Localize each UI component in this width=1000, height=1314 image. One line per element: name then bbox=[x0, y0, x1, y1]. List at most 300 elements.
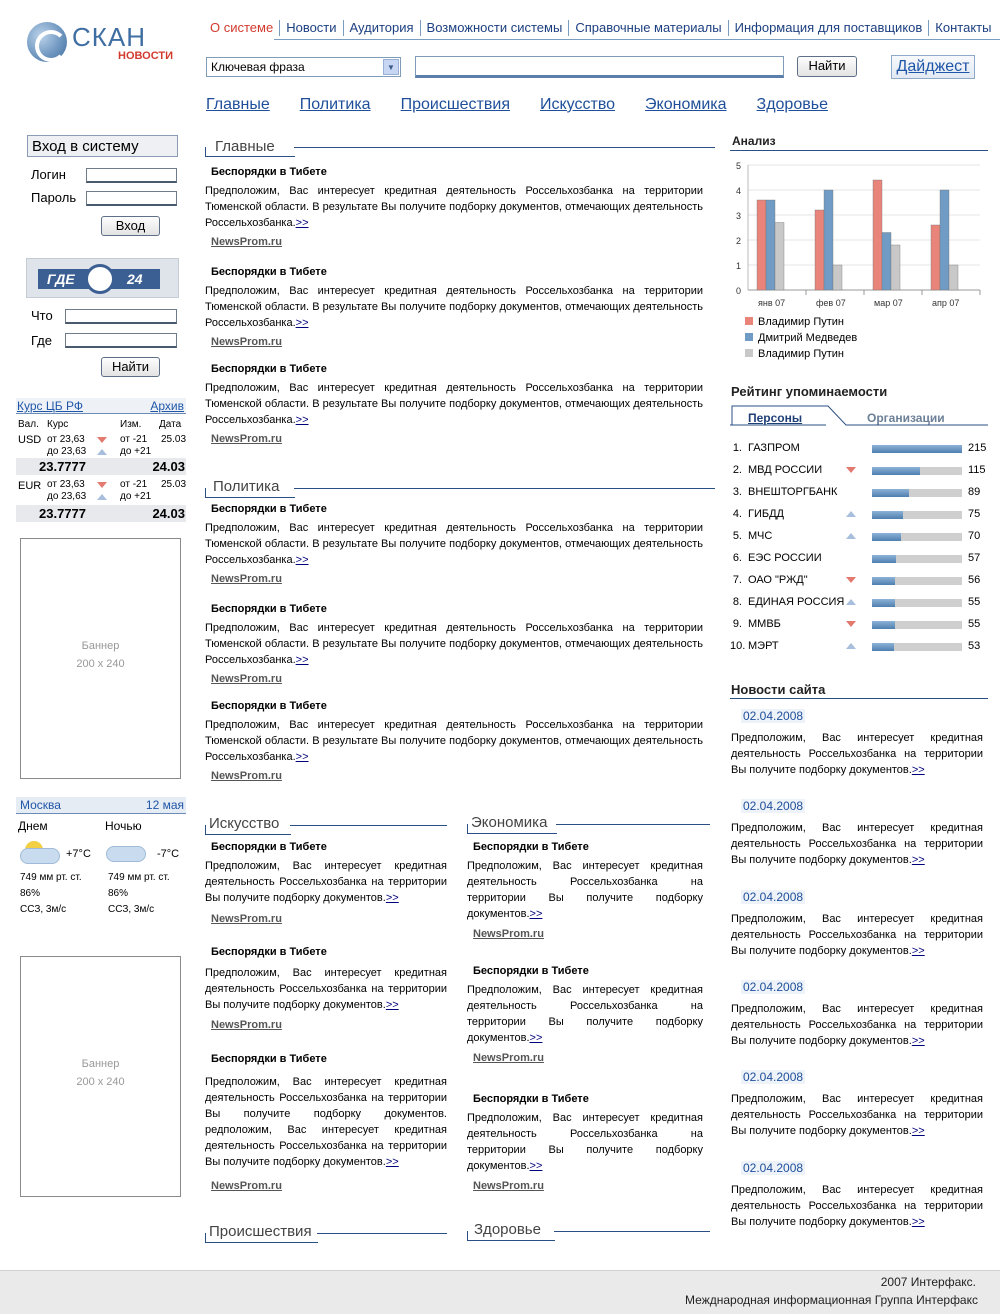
news-title[interactable]: Беспорядки в Тибете bbox=[211, 603, 327, 615]
weather-day-humidity: 86% bbox=[20, 888, 41, 899]
news-source[interactable]: NewsProm.ru bbox=[211, 1180, 282, 1192]
rate-eur-from: от 23,63 bbox=[47, 479, 85, 490]
section-title-art[interactable]: Искусство bbox=[209, 815, 280, 832]
news-text bbox=[205, 717, 703, 765]
gde24-text: ГДЕ bbox=[47, 271, 75, 287]
rating-bar-fill bbox=[872, 599, 895, 607]
news-text bbox=[467, 1110, 703, 1174]
news-text-body: Предположим, Вас интересует кредитная деятельность Россельхозбанка на территории Вы получите подборку документов. bbox=[205, 967, 447, 1011]
up-arrow-icon bbox=[97, 494, 107, 500]
news-title[interactable]: Беспорядки в Тибете bbox=[473, 965, 589, 977]
news-source[interactable]: NewsProm.ru bbox=[211, 336, 282, 348]
logo-icon[interactable] bbox=[27, 22, 67, 62]
rating-rank: 4. bbox=[732, 508, 742, 520]
login-label: Логин bbox=[31, 167, 66, 182]
down-arrow-icon bbox=[97, 437, 107, 443]
rating-value: 215 bbox=[968, 442, 987, 454]
top-nav-contacts[interactable]: Контакты bbox=[935, 20, 992, 35]
rating-bar-track bbox=[872, 643, 962, 651]
news-source[interactable]: NewsProm.ru bbox=[211, 913, 282, 925]
rating-bar-fill bbox=[872, 489, 909, 497]
rating-rank: 3. bbox=[732, 486, 742, 498]
rating-rank: 1. bbox=[732, 442, 742, 454]
section-line-health bbox=[554, 1231, 710, 1237]
news-source[interactable]: NewsProm.ru bbox=[473, 1052, 544, 1064]
what-label: Что bbox=[31, 308, 53, 323]
chart-y-tick: 5 bbox=[736, 161, 742, 171]
rating-row[interactable] bbox=[730, 486, 990, 500]
news-text bbox=[205, 183, 703, 231]
news-text bbox=[205, 1074, 447, 1170]
news-title[interactable]: Беспорядки в Тибете bbox=[473, 841, 589, 853]
site-news-date: 02.04.2008 bbox=[743, 890, 804, 904]
footer-copyright: 2007 Интерфакс. bbox=[880, 1275, 976, 1289]
info-icon bbox=[85, 264, 115, 294]
section-nav-health[interactable]: Здоровье bbox=[756, 96, 828, 113]
rating-name[interactable]: ЕЭС РОССИИ bbox=[748, 552, 822, 564]
rating-rank: 2. bbox=[732, 464, 742, 476]
rating-rank: 5. bbox=[732, 530, 742, 542]
rating-bar-fill bbox=[872, 467, 920, 475]
section-line-politics bbox=[294, 488, 715, 494]
more-link[interactable]: >> bbox=[911, 764, 925, 776]
chart-y-tick: 1 bbox=[736, 261, 742, 271]
news-text-body: Предположим, Вас интересует кредитная деятельность Россельхозбанка на территории Тюменской области. В результате Вы получите подборку документов, отмечающих деятельность Россельхозбанка. bbox=[205, 622, 703, 666]
weather-day-pressure: 749 мм рт. ст. bbox=[20, 872, 82, 883]
section-tab-health bbox=[467, 1231, 555, 1241]
chart-y-tick: 0 bbox=[736, 286, 742, 296]
rate-usd-from: от 23,63 bbox=[47, 434, 85, 445]
news-title[interactable]: Беспорядки в Тибете bbox=[211, 266, 327, 278]
chart-bar bbox=[882, 233, 891, 291]
rating-name[interactable]: МЧС bbox=[748, 530, 773, 542]
chart-bar bbox=[833, 265, 842, 290]
search-type-select[interactable] bbox=[206, 57, 401, 77]
up-arrow-icon bbox=[846, 511, 856, 517]
news-title[interactable]: Беспорядки в Тибете bbox=[211, 841, 327, 853]
analysis-divider bbox=[730, 150, 988, 151]
chart-x-tick: фев 07 bbox=[816, 298, 846, 308]
news-text-body: Предположим, Вас интересует кредитная деятельность Россельхозбанка на территории Тюменской области. В результате Вы получите подборку документов, отмечающих деятельность Россельхозбанка. bbox=[205, 285, 703, 329]
analysis-chart-svg bbox=[730, 160, 990, 320]
site-news-divider bbox=[730, 698, 988, 699]
rating-name[interactable]: МЭРТ bbox=[748, 640, 779, 652]
rating-rank: 9. bbox=[732, 618, 742, 630]
rating-row[interactable] bbox=[730, 464, 990, 478]
section-line-incidents bbox=[317, 1233, 447, 1239]
more-link[interactable]: >> bbox=[911, 854, 925, 866]
search-input[interactable] bbox=[415, 56, 784, 78]
rate-eur-ch-down: от -21 bbox=[120, 479, 148, 490]
rating-name[interactable]: ВНЕШТОРГБАНК bbox=[748, 486, 838, 498]
news-text-body: Предположим, Вас интересует кредитная деятельность Россельхозбанка на территории Вы получите подборку документов. bbox=[205, 860, 447, 904]
news-source[interactable]: NewsProm.ru bbox=[211, 573, 282, 585]
rate-eur-value: 23.7777 bbox=[39, 506, 86, 521]
legend-swatch bbox=[745, 349, 753, 357]
site-news-text-body: Предположим, Вас интересует кредитная деятельность Россельхозбанка на территории Вы получите подборку документов. bbox=[731, 1003, 983, 1047]
chart-bar bbox=[931, 225, 940, 290]
legend-item bbox=[745, 348, 844, 360]
section-line-art bbox=[290, 825, 447, 831]
news-text bbox=[205, 620, 703, 668]
section-nav-art[interactable]: Искусство bbox=[539, 96, 616, 113]
legend-label: Владимир Путин bbox=[758, 348, 844, 360]
rate-usd-currency: USD bbox=[18, 434, 42, 446]
weather-night-humidity: 86% bbox=[108, 888, 129, 899]
more-link[interactable]: >> bbox=[295, 414, 309, 426]
rating-bar-fill bbox=[872, 555, 896, 563]
section-nav-economy[interactable]: Экономика bbox=[645, 96, 727, 113]
site-news-text bbox=[731, 1091, 983, 1139]
cloud-icon bbox=[20, 848, 60, 864]
rates-col-date: Дата bbox=[159, 419, 182, 430]
rates-col-change: Изм. bbox=[120, 419, 142, 430]
news-title[interactable]: Беспорядки в Тибете bbox=[211, 1053, 327, 1065]
section-title-main[interactable]: Главные bbox=[215, 138, 275, 155]
section-nav-politics[interactable]: Политика bbox=[299, 96, 371, 113]
rates-col-rate: Курс bbox=[47, 419, 69, 430]
section-tab-incidents bbox=[205, 1233, 318, 1243]
news-source[interactable]: NewsProm.ru bbox=[211, 673, 282, 685]
rating-bar-fill bbox=[872, 621, 895, 629]
site-news-text-body: Предположим, Вас интересует кредитная деятельность Россельхозбанка на территории Вы получите подборку документов. bbox=[731, 913, 983, 957]
section-title-politics[interactable]: Политика bbox=[213, 478, 280, 495]
chart-bar bbox=[775, 223, 784, 291]
news-text-body: Предположим, Вас интересует кредитная деятельность Россельхозбанка на территории Вы получите подборку документов. bbox=[467, 1112, 703, 1172]
section-tab-main bbox=[205, 147, 295, 157]
top-nav-features[interactable]: Возможности системы bbox=[421, 20, 570, 36]
tab-organizations[interactable]: Организации bbox=[867, 411, 945, 425]
rating-bar-fill bbox=[872, 533, 901, 541]
rating-value: 115 bbox=[968, 464, 986, 476]
more-link[interactable]: >> bbox=[385, 892, 399, 904]
banner-bottom[interactable] bbox=[20, 956, 181, 1197]
gde24-logo[interactable] bbox=[26, 258, 179, 298]
site-news-text-body: Предположим, Вас интересует кредитная деятельность Россельхозбанка на территории Вы получите подборку документов. bbox=[731, 822, 983, 866]
legend-item bbox=[745, 316, 844, 328]
more-link[interactable]: >> bbox=[911, 1035, 925, 1047]
logo-subtitle: НОВОСТИ bbox=[118, 50, 174, 62]
rating-bar-fill bbox=[872, 643, 894, 651]
rating-bar-track bbox=[872, 599, 962, 607]
gde-search-button[interactable]: Найти bbox=[101, 357, 160, 377]
weather-day-temp: +7°C bbox=[66, 848, 91, 860]
what-input[interactable] bbox=[65, 309, 177, 324]
rate-usd-ch-down: от -21 bbox=[120, 434, 148, 445]
news-source[interactable]: NewsProm.ru bbox=[211, 770, 282, 782]
news-text-body: Предположим, Вас интересует кредитная деятельность Россельхозбанка на территории Тюменской области. В результате Вы получите подборку документов, отмечающих деятельность Россельхозбанка. bbox=[205, 185, 703, 229]
rating-value: 89 bbox=[968, 486, 981, 498]
rating-bar-fill bbox=[872, 577, 895, 585]
chart-bar bbox=[766, 200, 775, 290]
rating-row[interactable] bbox=[730, 618, 990, 632]
rate-eur-date: 25.03 bbox=[161, 479, 187, 490]
top-nav-about[interactable]: О системе bbox=[204, 20, 280, 36]
banner-size: 200 x 240 bbox=[76, 658, 125, 670]
rating-name[interactable]: ММВБ bbox=[748, 618, 781, 630]
news-text-body: Предположим, Вас интересует кредитная деятельность Россельхозбанка на территории Тюменской области. В результате Вы получите подборку документов, отмечающих деятельность Россельхозбанка. bbox=[205, 382, 703, 426]
news-text-body: Предположим, Вас интересует кредитная деятельность Россельхозбанка на территории Вы получите подборку документов. bbox=[467, 860, 703, 920]
legend-label: Дмитрий Медведев bbox=[758, 332, 858, 344]
more-link[interactable]: >> bbox=[295, 654, 309, 666]
chart-bar bbox=[815, 210, 824, 290]
top-nav-divider bbox=[274, 39, 1000, 40]
site-news-text bbox=[731, 820, 983, 868]
chart-y-tick: 2 bbox=[736, 236, 742, 246]
rating-bar-track bbox=[872, 555, 962, 563]
top-nav-suppliers[interactable]: Информация для поставщиков bbox=[729, 20, 930, 36]
news-text bbox=[205, 520, 703, 568]
rating-row[interactable] bbox=[730, 552, 990, 566]
rating-row[interactable] bbox=[730, 530, 990, 544]
password-input[interactable] bbox=[86, 191, 177, 206]
section-line-economy bbox=[556, 824, 710, 830]
site-news-date: 02.04.2008 bbox=[743, 709, 804, 723]
rate-eur-summary bbox=[16, 505, 186, 522]
weather-header bbox=[16, 797, 186, 814]
news-text bbox=[205, 283, 703, 331]
rating-rank: 10. bbox=[730, 640, 746, 652]
legend-swatch bbox=[745, 317, 753, 325]
rating-row[interactable] bbox=[730, 574, 990, 588]
news-title[interactable]: Беспорядки в Тибете bbox=[211, 363, 327, 375]
section-tab-politics bbox=[205, 488, 295, 498]
rating-bar-track bbox=[872, 511, 962, 519]
up-arrow-icon bbox=[97, 449, 107, 455]
digest-button[interactable]: Дайджест bbox=[891, 55, 975, 79]
up-arrow-icon bbox=[846, 599, 856, 605]
news-text-body: Предположим, Вас интересует кредитная деятельность Россельхозбанка на территории Вы получите подборку документов. редположим, Вас интересует кредитная деятельность Россельхозбанка на территории Вы получите подборку документов. bbox=[205, 1076, 447, 1168]
chart-y-tick: 4 bbox=[736, 186, 742, 196]
section-title-incidents[interactable]: Происшествия bbox=[209, 1223, 312, 1240]
more-link[interactable]: >> bbox=[911, 1125, 925, 1137]
login-input[interactable] bbox=[86, 168, 177, 183]
more-link[interactable]: >> bbox=[529, 1032, 543, 1044]
news-source[interactable]: NewsProm.ru bbox=[473, 1180, 544, 1192]
rating-row[interactable] bbox=[730, 640, 990, 654]
banner-top[interactable] bbox=[20, 538, 181, 779]
rating-row[interactable] bbox=[730, 442, 990, 456]
news-text-body: Предположим, Вас интересует кредитная деятельность Россельхозбанка на территории Тюменской области. В результате Вы получите подборку документов, отмечающих деятельность Россельхозбанка. bbox=[205, 522, 703, 566]
more-link[interactable]: >> bbox=[911, 945, 925, 957]
section-title-economy[interactable]: Экономика bbox=[471, 814, 548, 831]
news-text bbox=[467, 982, 703, 1046]
news-title[interactable]: Беспорядки в Тибете bbox=[473, 1093, 589, 1105]
chart-x-tick: апр 07 bbox=[932, 298, 960, 308]
site-news-title: Новости сайта bbox=[731, 682, 826, 697]
news-source[interactable]: NewsProm.ru bbox=[211, 433, 282, 445]
legend-label: Владимир Путин bbox=[758, 316, 844, 328]
chart-bar bbox=[757, 200, 766, 290]
weather-night-pressure: 749 мм рт. ст. bbox=[108, 872, 170, 883]
rates-header bbox=[16, 398, 186, 414]
site-news-text bbox=[731, 1001, 983, 1049]
site-news-text-body: Предположим, Вас интересует кредитная деятельность Россельхозбанка на территории Вы получите подборку документов. bbox=[731, 1093, 983, 1137]
news-source[interactable]: NewsProm.ru bbox=[211, 236, 282, 248]
site-news-date: 02.04.2008 bbox=[743, 1070, 804, 1084]
rating-tabs bbox=[730, 404, 988, 426]
news-text-body: Предположим, Вас интересует кредитная деятельность Россельхозбанка на территории Вы получите подборку документов. bbox=[467, 984, 703, 1044]
up-arrow-icon bbox=[846, 533, 856, 539]
rating-bar-fill bbox=[872, 511, 903, 519]
rate-usd-to: до 23,63 bbox=[47, 446, 87, 457]
news-title[interactable]: Беспорядки в Тибете bbox=[211, 700, 327, 712]
logo-text[interactable]: СКАН bbox=[72, 22, 147, 52]
site-news-date: 02.04.2008 bbox=[743, 799, 804, 813]
rating-rank: 6. bbox=[732, 552, 742, 564]
news-text bbox=[205, 858, 447, 906]
up-arrow-icon bbox=[846, 643, 856, 649]
rating-value: 75 bbox=[968, 508, 981, 520]
chart-y-tick: 3 bbox=[736, 211, 742, 221]
weather-night-label: Ночью bbox=[105, 819, 142, 833]
section-tab-art bbox=[205, 825, 291, 835]
down-arrow-icon bbox=[846, 621, 856, 627]
search-type-value: Ключевая фраза bbox=[211, 60, 305, 74]
more-link[interactable]: >> bbox=[529, 908, 543, 920]
chart-bar bbox=[891, 245, 900, 290]
section-line-main bbox=[294, 147, 715, 153]
rate-eur-currency: EUR bbox=[18, 480, 42, 492]
where-input[interactable] bbox=[65, 333, 177, 348]
rating-bar-track bbox=[872, 489, 962, 497]
banner-label: Баннер bbox=[81, 640, 120, 652]
site-news-date: 02.04.2008 bbox=[743, 980, 804, 994]
footer bbox=[0, 1270, 1000, 1314]
rating-value: 55 bbox=[968, 596, 981, 608]
rating-name[interactable]: ЕДИНАЯ РОССИЯ bbox=[748, 596, 845, 608]
chart-bar bbox=[873, 180, 882, 290]
section-tab-economy bbox=[467, 824, 557, 834]
rate-usd-ch-up: до +21 bbox=[120, 446, 152, 457]
rating-name[interactable]: МВД РОССИИ bbox=[748, 464, 823, 476]
more-link[interactable]: >> bbox=[385, 1156, 399, 1168]
rate-eur-ch-up: до +21 bbox=[120, 491, 152, 502]
top-nav-audience[interactable]: Аудитория bbox=[344, 20, 421, 36]
site-news-text-body: Предположим, Вас интересует кредитная деятельность Россельхозбанка на территории Вы получите подборку документов. bbox=[731, 732, 983, 776]
rating-row[interactable] bbox=[730, 508, 990, 522]
down-arrow-icon bbox=[97, 482, 107, 488]
top-nav bbox=[204, 20, 997, 36]
more-link[interactable]: >> bbox=[295, 554, 309, 566]
top-nav-news[interactable]: Новости bbox=[280, 20, 343, 36]
rates-title-link[interactable]: Курс ЦБ РФ bbox=[17, 399, 83, 413]
cloud-icon bbox=[106, 846, 146, 862]
more-link[interactable]: >> bbox=[385, 999, 399, 1011]
chart-x-tick: мар 07 bbox=[874, 298, 903, 308]
rating-bar-track bbox=[872, 533, 962, 541]
where-label: Где bbox=[31, 333, 52, 348]
rate-usd-summary bbox=[16, 458, 186, 475]
rate-usd-date-big: 24.03 bbox=[152, 459, 185, 474]
rate-usd-date: 25.03 bbox=[161, 434, 187, 445]
news-title[interactable]: Беспорядки в Тибете bbox=[211, 166, 327, 178]
chart-bar bbox=[949, 265, 958, 290]
rating-value: 57 bbox=[968, 552, 981, 564]
more-link[interactable]: >> bbox=[295, 217, 309, 229]
rate-usd-value: 23.7777 bbox=[39, 459, 86, 474]
rating-value: 70 bbox=[968, 530, 981, 542]
news-text bbox=[205, 965, 447, 1013]
password-label: Пароль bbox=[31, 190, 77, 205]
rate-eur-to: до 23,63 bbox=[47, 491, 87, 502]
rating-rank: 8. bbox=[732, 596, 742, 608]
rating-row[interactable] bbox=[730, 596, 990, 610]
weather-day-label: Днем bbox=[18, 819, 48, 833]
chevron-down-icon[interactable]: ▼ bbox=[383, 59, 399, 75]
news-text bbox=[205, 380, 703, 428]
chart-x-tick: янв 07 bbox=[758, 298, 786, 308]
rating-value: 56 bbox=[968, 574, 981, 586]
more-link[interactable]: >> bbox=[295, 317, 309, 329]
news-text bbox=[467, 858, 703, 922]
section-nav bbox=[206, 96, 858, 114]
login-title: Вход в систему bbox=[27, 135, 178, 157]
site-news-text bbox=[731, 911, 983, 959]
banner-size: 200 x 240 bbox=[76, 1076, 125, 1088]
site-news-text-body: Предположим, Вас интересует кредитная деятельность Россельхозбанка на территории Вы получите подборку документов. bbox=[731, 1184, 983, 1228]
rating-value: 53 bbox=[968, 640, 981, 652]
news-title[interactable]: Беспорядки в Тибете bbox=[211, 503, 327, 515]
site-news-text bbox=[731, 1182, 983, 1230]
legend-swatch bbox=[745, 333, 753, 341]
section-title-health[interactable]: Здоровье bbox=[474, 1221, 541, 1238]
news-title[interactable]: Беспорядки в Тибете bbox=[211, 946, 327, 958]
banner-label: Баннер bbox=[81, 1058, 120, 1070]
more-link[interactable]: >> bbox=[295, 751, 309, 763]
weather-day-wind: ССЗ, 3м/с bbox=[20, 904, 67, 915]
weather-night-wind: ССЗ, 3м/с bbox=[108, 904, 155, 915]
rating-bar-track bbox=[872, 577, 962, 585]
rating-rank: 7. bbox=[732, 574, 742, 586]
more-link[interactable]: >> bbox=[911, 1216, 925, 1228]
rating-bar-track bbox=[872, 621, 962, 629]
rates-col-currency: Вал. bbox=[18, 419, 39, 430]
down-arrow-icon bbox=[846, 467, 856, 473]
rates-archive-link[interactable]: Архив bbox=[150, 399, 184, 413]
weather-night-temp: -7°C bbox=[157, 848, 180, 860]
login-button[interactable]: Вход bbox=[101, 216, 160, 236]
tab-persons[interactable]: Персоны bbox=[748, 411, 803, 425]
news-source[interactable]: NewsProm.ru bbox=[473, 928, 544, 940]
search-button[interactable]: Найти bbox=[797, 56, 857, 77]
section-nav-main[interactable]: Главные bbox=[206, 96, 270, 113]
weather-city: Москва bbox=[20, 798, 61, 812]
analysis-title: Анализ bbox=[732, 134, 776, 148]
rating-name[interactable]: ГАЗПРОМ bbox=[748, 442, 800, 454]
down-arrow-icon bbox=[846, 577, 856, 583]
section-nav-incidents[interactable]: Происшествия bbox=[400, 96, 510, 113]
weather-date: 12 мая bbox=[145, 798, 184, 812]
rating-bar-track bbox=[872, 467, 962, 475]
gde24-number: 24 bbox=[127, 271, 143, 287]
rating-bar-track bbox=[872, 445, 962, 453]
rating-title: Рейтинг упоминаемости bbox=[731, 384, 888, 399]
chart-bar bbox=[824, 190, 833, 290]
top-nav-reference[interactable]: Справочные материалы bbox=[569, 20, 728, 36]
rating-bar-fill bbox=[872, 445, 962, 453]
rating-name[interactable]: ОАО "РЖД" bbox=[748, 574, 808, 586]
footer-org: Межднародная информационная Группа Интерфакс bbox=[685, 1293, 978, 1307]
rating-name[interactable]: ГИБДД bbox=[748, 508, 784, 520]
more-link[interactable]: >> bbox=[529, 1160, 543, 1172]
site-news-date: 02.04.2008 bbox=[743, 1161, 804, 1175]
chart-bar bbox=[940, 190, 949, 290]
site-news-text bbox=[731, 730, 983, 778]
rate-eur-date-big: 24.03 bbox=[152, 506, 185, 521]
news-source[interactable]: NewsProm.ru bbox=[211, 1019, 282, 1031]
legend-item bbox=[745, 332, 857, 344]
